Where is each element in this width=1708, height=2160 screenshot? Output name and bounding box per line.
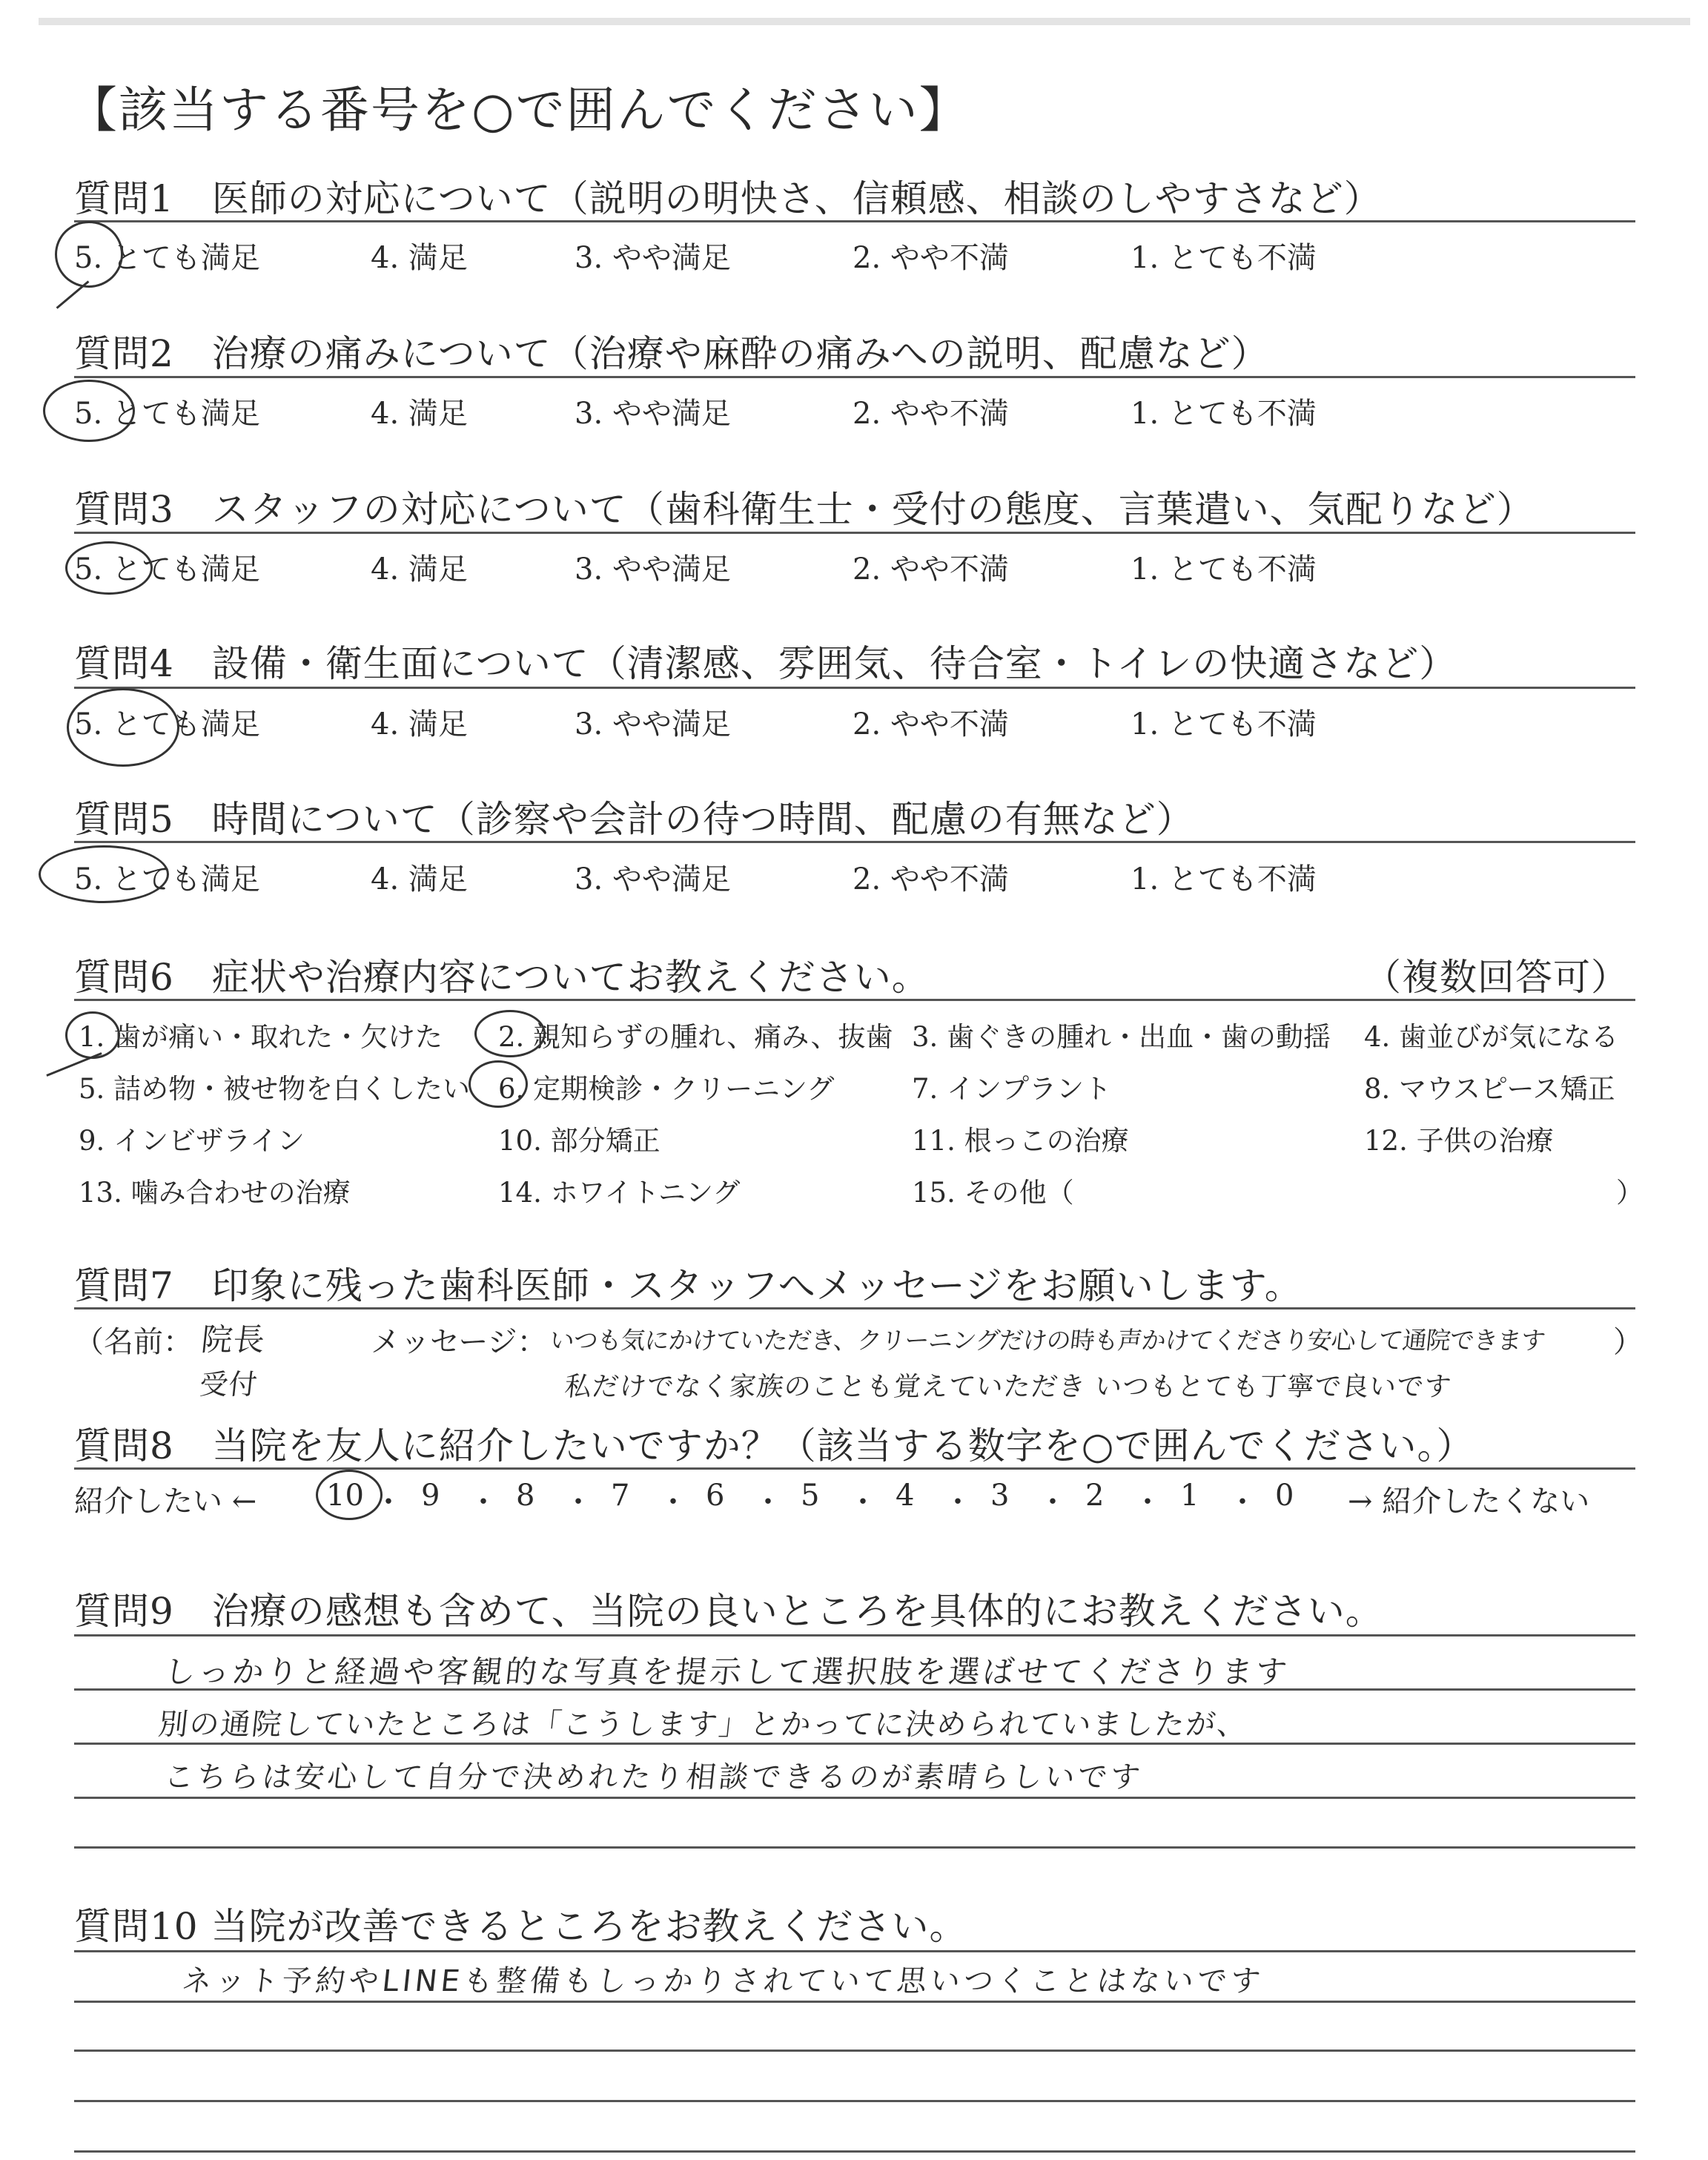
q8-scale-separator: ・	[753, 1485, 783, 1519]
q8-rule	[74, 1467, 1635, 1470]
q5-option-5[interactable]: 5. とても満足	[74, 862, 260, 896]
q1-option-3[interactable]: 3. やや満足	[575, 241, 731, 275]
q8-scale-value-3[interactable]: 3	[990, 1479, 1010, 1513]
q2-option-3[interactable]: 3. やや満足	[575, 397, 731, 431]
q6-selection-circle-1	[65, 1011, 120, 1059]
q5-option-4[interactable]: 4. 満足	[371, 862, 468, 896]
q8-scale-value-7[interactable]: 7	[611, 1479, 630, 1513]
q8-scale-value-4[interactable]: 4	[896, 1479, 915, 1513]
q9-answer-line-2: 別の通院していたところは「こうします」とかってに決められていましたが、	[156, 1708, 1251, 1742]
q6-item-11[interactable]: 11. 根っこの治療	[912, 1125, 1129, 1157]
q2-rule	[74, 376, 1635, 378]
q4-rule	[74, 687, 1635, 689]
q3-option-4[interactable]: 4. 満足	[371, 552, 468, 587]
q6-selection-circle-2	[474, 1010, 546, 1057]
q3-option-5[interactable]: 5. とても満足	[74, 552, 260, 587]
q8-scale-value-5[interactable]: 5	[801, 1479, 820, 1513]
q6-item-15-close: ）	[1616, 1177, 1644, 1209]
q4-option-5[interactable]: 5. とても満足	[74, 707, 260, 742]
q8-scale-separator: ・	[469, 1485, 498, 1519]
q8-scale-value-1[interactable]: 1	[1180, 1479, 1199, 1513]
q3-title: 質問3 スタッフの対応について（歯科衛生士・受付の態度、言葉遣い、気配りなど）	[74, 488, 1535, 531]
q8-title: 質問8 当院を友人に紹介したいですか？（該当する数字を○で囲んでください。）	[74, 1424, 1474, 1467]
q6-item-7[interactable]: 7. インプラント	[912, 1073, 1112, 1105]
q8-scale-separator: ・	[848, 1485, 878, 1519]
q10-answer-line-1: ネット予約やLINEも整備もしっかりされていて思いつくことはないです	[180, 1964, 1266, 1998]
q6-item-14[interactable]: 14. ホワイトニング	[498, 1177, 741, 1209]
q6-item-12[interactable]: 12. 子供の治療	[1364, 1125, 1554, 1157]
q8-selection-circle	[316, 1470, 383, 1520]
q7-message-label: メッセージ：	[371, 1325, 547, 1359]
q8-scale-separator: ・	[374, 1485, 403, 1519]
q10-rule-1	[74, 1950, 1635, 1952]
q3-option-1[interactable]: 1. とても不満	[1131, 552, 1317, 587]
q2-option-1[interactable]: 1. とても不満	[1131, 397, 1317, 431]
q5-option-3[interactable]: 3. やや満足	[575, 862, 731, 896]
q4-title: 質問4 設備・衛生面について（清潔感、雰囲気、待合室・トイレの快適さなど）	[74, 642, 1457, 685]
q1-option-5[interactable]: 5. とても満足	[74, 241, 260, 275]
q10-rule-3	[74, 2050, 1635, 2052]
q8-scale-value-8[interactable]: 8	[516, 1479, 535, 1513]
q1-option-1[interactable]: 1. とても不満	[1131, 241, 1317, 275]
q4-option-2[interactable]: 2. やや不満	[853, 707, 1009, 742]
q7-name-2: 受付	[198, 1368, 259, 1401]
q6-item-3[interactable]: 3. 歯ぐきの腫れ・出血・歯の動揺	[912, 1021, 1331, 1053]
q4-option-3[interactable]: 3. やや満足	[575, 707, 731, 742]
q8-scale-value-6[interactable]: 6	[706, 1479, 725, 1513]
q4-selection-circle	[67, 688, 179, 767]
q6-item-9[interactable]: 9. インビザライン	[79, 1125, 305, 1157]
q7-rule	[74, 1307, 1635, 1309]
q7-close-paren: ）	[1613, 1325, 1643, 1359]
q6-rule	[74, 999, 1635, 1001]
q6-item-4[interactable]: 4. 歯並びが気になる	[1364, 1021, 1619, 1053]
q1-title: 質問1 医師の対応について（説明の明快さ、信頼感、相談のしやすさなど）	[74, 177, 1382, 220]
q6-item-15[interactable]: 15. その他（	[912, 1177, 1074, 1209]
q1-selection-circle	[55, 221, 123, 288]
q2-title: 質問2 治療の痛みについて（治療や麻酔の痛みへの説明、配慮など）	[74, 332, 1269, 375]
q6-title: 質問6 症状や治療内容についてお教えください。	[74, 956, 930, 999]
q9-rule-1	[74, 1634, 1635, 1636]
q6-item-13[interactable]: 13. 噛み合わせの治療	[79, 1177, 351, 1209]
q6-item-1[interactable]: 1. 歯が痛い・取れた・欠けた	[79, 1021, 443, 1053]
q8-scale-separator: ・	[943, 1485, 973, 1519]
q7-title: 質問7 印象に残った歯科医師・スタッフへメッセージをお願いします。	[74, 1264, 1302, 1307]
q8-scale-value-0[interactable]: 0	[1275, 1479, 1294, 1513]
q9-rule-4	[74, 1797, 1635, 1799]
q2-option-4[interactable]: 4. 満足	[371, 397, 468, 431]
q5-option-1[interactable]: 1. とても不満	[1131, 862, 1317, 896]
q1-rule	[74, 220, 1635, 222]
q7-name-1: 院長	[199, 1321, 268, 1358]
q8-scale-separator: ・	[658, 1485, 688, 1519]
q1-option-2[interactable]: 2. やや不満	[853, 241, 1009, 275]
q7-name-label: （名前：	[74, 1325, 193, 1359]
q10-rule-2	[74, 2001, 1635, 2003]
q1-circle-stroke	[56, 280, 90, 308]
q2-option-2[interactable]: 2. やや不満	[853, 397, 1009, 431]
q8-right-label: → 紹介したくない	[1348, 1484, 1590, 1519]
q8-scale-separator: ・	[1133, 1485, 1162, 1519]
q2-selection-circle	[43, 380, 135, 442]
page-heading: 【該当する番号を○で囲んでください】	[68, 82, 970, 139]
q6-item-5[interactable]: 5. 詰め物・被せ物を白くしたい	[79, 1073, 471, 1105]
q3-option-3[interactable]: 3. やや満足	[575, 552, 731, 587]
q9-title: 質問9 治療の感想も含めて、当院の良いところを具体的にお教えください。	[74, 1590, 1383, 1633]
q8-scale-value-9[interactable]: 9	[421, 1479, 440, 1513]
q9-rule-5	[74, 1846, 1635, 1849]
q8-scale-separator: ・	[1228, 1485, 1257, 1519]
q1-option-4[interactable]: 4. 満足	[371, 241, 468, 275]
q8-scale-separator: ・	[563, 1485, 593, 1519]
q3-rule	[74, 532, 1635, 534]
q5-title: 質問5 時間について（診察や会計の待つ時間、配慮の有無など）	[74, 798, 1194, 841]
q6-item-6[interactable]: 6. 定期検診・クリーニング	[498, 1073, 835, 1105]
q4-option-1[interactable]: 1. とても不満	[1131, 707, 1317, 742]
q6-item-10[interactable]: 10. 部分矯正	[498, 1125, 661, 1157]
q5-rule	[74, 841, 1635, 843]
q2-option-5[interactable]: 5. とても満足	[74, 397, 260, 431]
q5-selection-circle	[39, 845, 169, 903]
q3-option-2[interactable]: 2. やや不満	[853, 552, 1009, 587]
q6-item-2[interactable]: 2. 親知らずの腫れ、痛み、抜歯	[498, 1021, 893, 1053]
top-border	[39, 18, 1690, 25]
q9-answer-line-3: こちらは安心して自分で決めれたり相談できるのが素晴らしいです	[162, 1760, 1145, 1794]
q10-rule-4	[74, 2100, 1635, 2102]
q6-selection-circle-6	[469, 1060, 528, 1108]
q10-title: 質問10 当院が改善できるところをお教えください。	[74, 1905, 967, 1948]
q7-message-line-1: いつも気にかけていただき、クリーニングだけの時も声かけてくださり安心して通院できます	[548, 1326, 1546, 1355]
q8-left-label: 紹介したい ←	[74, 1484, 257, 1519]
q8-scale-value-10[interactable]: 10	[326, 1479, 364, 1513]
q3-selection-circle	[65, 541, 153, 595]
q8-scale-value-2[interactable]: 2	[1085, 1479, 1105, 1513]
q7-message-line-2: 私だけでなく家族のことも覚えていただき いつもとても丁寧で良いです	[563, 1372, 1454, 1402]
q8-scale-separator: ・	[1038, 1485, 1068, 1519]
q5-option-2[interactable]: 2. やや不満	[853, 862, 1009, 896]
q4-option-4[interactable]: 4. 満足	[371, 707, 468, 742]
q6-item-8[interactable]: 8. マウスピース矯正	[1364, 1073, 1615, 1105]
q10-rule-5	[74, 2150, 1635, 2153]
q6-multiple-note: （複数回答可）	[1364, 956, 1629, 999]
q9-answer-line-1: しっかりと経過や客観的な写真を提示して選択肢を選ばせてくださります	[162, 1654, 1292, 1690]
